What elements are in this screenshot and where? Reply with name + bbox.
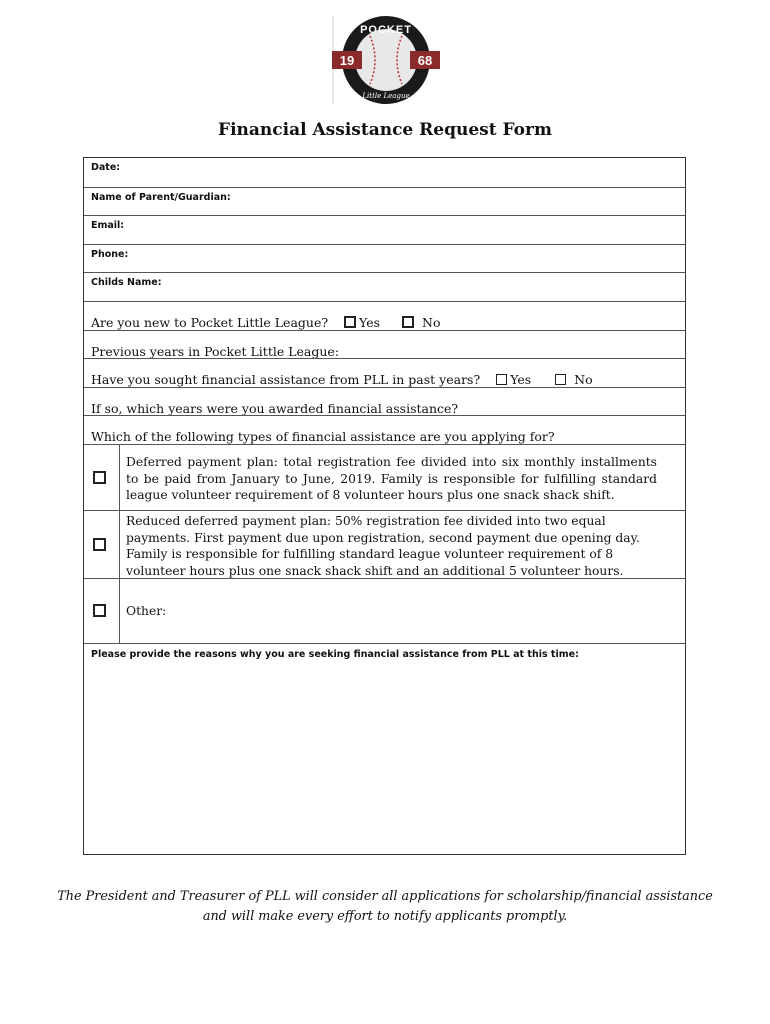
option-deferred-text: Deferred payment plan: total registration fee divided into six monthly installments to be paid from January to June, 2019. Family is responsible for fulfilling standard league volunteer requirement of 8 volunteer hours plus one snack shack shift. — [126, 455, 657, 502]
pocket-little-league-logo — [330, 14, 442, 106]
form-title: Financial Assistance Request Form — [218, 120, 552, 140]
date-label: Date: — [91, 162, 121, 173]
option-deferred-checkbox[interactable] — [93, 471, 106, 484]
sought-no-label: No — [574, 372, 593, 387]
assistance-types-question: Which of the following types of financial assistance are you applying for? — [91, 429, 555, 444]
new-yes-label: Yes — [359, 315, 381, 330]
sought-no-checkbox[interactable] — [555, 374, 566, 385]
reasons-field[interactable] — [84, 643, 685, 856]
logo-graphic — [330, 14, 442, 106]
footer-line-2: and will make every effort to notify applicants promptly. — [202, 909, 568, 924]
email-label: Email: — [91, 220, 125, 231]
sought-assistance-question: Have you sought financial assistance from PLL in past years? Yes No — [91, 372, 593, 387]
new-no-label: No — [422, 315, 441, 330]
logo-year-left: 19 — [339, 53, 355, 68]
option-reduced-checkbox[interactable] — [93, 538, 106, 551]
parent-guardian-field[interactable] — [84, 187, 685, 215]
option-reduced-deferred — [84, 510, 685, 578]
option-deferred-payment — [84, 444, 685, 510]
child-name-field[interactable] — [84, 272, 685, 301]
logo-top-text: POCKET — [360, 24, 412, 36]
sought-assistance-row — [84, 358, 685, 387]
logo-year-right: 68 — [417, 53, 433, 68]
parent-guardian-label: Name of Parent/Guardian: — [91, 192, 231, 203]
sought-yes-checkbox[interactable] — [496, 374, 507, 385]
email-field[interactable] — [84, 215, 685, 244]
option-reduced-text: Reduced deferred payment plan: 50% registration fee divided into two equal payments. First payment due upon registration, second payment due opening day. Family is responsible for fulfilling standard league volunteer requirement of 8 volunteer hours plus one snack shack shift and an additional 5 volunteer hours. — [126, 514, 640, 578]
previous-years-row[interactable] — [84, 330, 685, 358]
option-other-checkbox[interactable] — [93, 604, 106, 617]
new-to-league-row — [84, 301, 685, 330]
awarded-years-row[interactable] — [84, 387, 685, 415]
phone-label: Phone: — [91, 249, 129, 260]
new-to-league-question: Are you new to Pocket Little League? Yes No — [91, 315, 441, 330]
new-no-checkbox[interactable] — [402, 316, 414, 328]
sought-yes-label: Yes — [510, 372, 532, 387]
child-name-label: Childs Name: — [91, 277, 162, 288]
financial-assistance-form — [83, 157, 686, 855]
new-yes-checkbox[interactable] — [344, 316, 356, 328]
option-other-text: Other: — [126, 604, 167, 618]
footer-line-1: The President and Treasurer of PLL will consider all applications for scholarship/financial assistance — [57, 889, 713, 904]
reasons-label: Please provide the reasons why you are seeking financial assistance from PLL at this time: — [91, 649, 579, 660]
phone-field[interactable] — [84, 244, 685, 272]
logo-bottom-text: Little League — [362, 92, 410, 100]
previous-years-question: Previous years in Pocket Little League: — [91, 344, 340, 359]
footer-note — [0, 887, 770, 927]
awarded-years-question: If so, which years were you awarded financial assistance? — [91, 401, 459, 416]
assistance-types-row — [84, 415, 685, 444]
date-field[interactable] — [84, 158, 685, 187]
option-other — [84, 578, 685, 643]
